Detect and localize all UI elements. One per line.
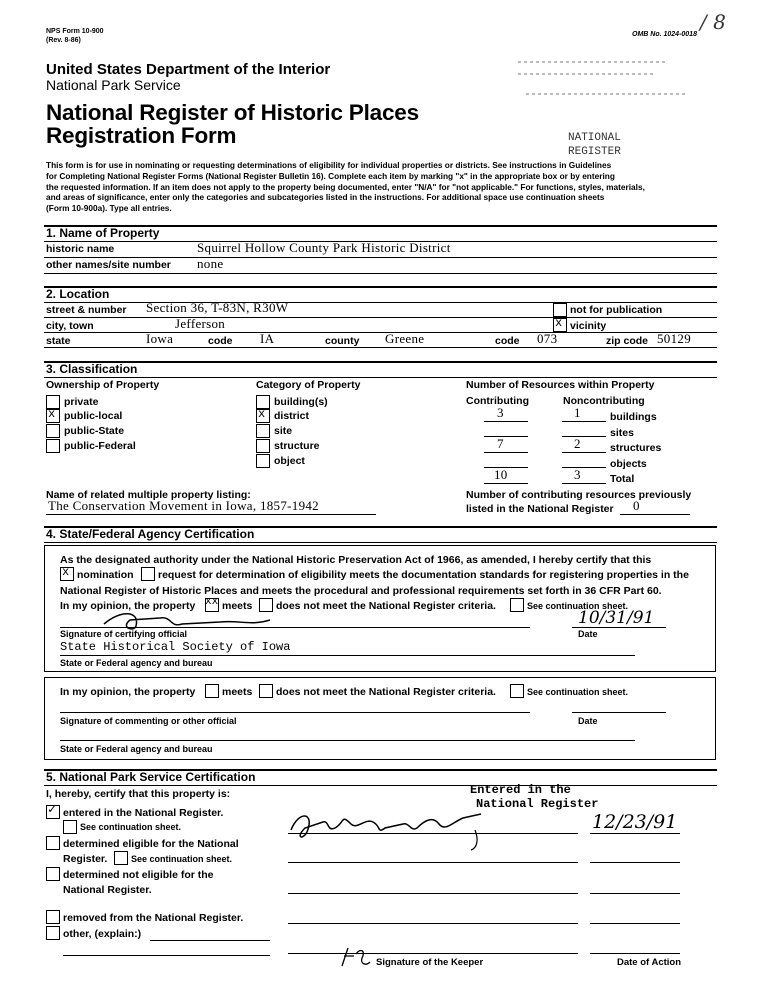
opinion2-meets-label: meets (222, 686, 253, 698)
not-for-publication-checkbox[interactable] (553, 303, 567, 317)
corner-handwritten-mark: / 8 (700, 10, 726, 34)
national-register-stamp-line1: NATIONAL (568, 132, 621, 144)
contributing-label: Contributing (466, 395, 529, 407)
other-label: other, (explain:) (63, 928, 142, 940)
rule (484, 436, 528, 437)
contrib-total[interactable]: 10 (494, 467, 508, 482)
sig-comment-label: Signature of commenting or other official (60, 716, 237, 726)
form-revision: (Rev. 8-86) (46, 37, 81, 44)
rule (150, 940, 270, 941)
ownership-public-local-checkbox[interactable]: x (46, 409, 60, 423)
omb-number: OMB No. 1024-0018 (632, 31, 697, 38)
service-name: National Park Service (46, 77, 181, 93)
state-code-value[interactable]: IA (260, 331, 275, 346)
date-of-action-label: Date of Action (617, 957, 682, 968)
rule (562, 436, 606, 437)
instructions-line: (Form 10-900a). Type all entries. (46, 203, 172, 214)
street-value[interactable]: Section 36, T-83N, R30W (146, 300, 289, 315)
other-checkbox[interactable] (46, 926, 60, 940)
rule (484, 421, 528, 422)
opinion2-prefix: In my opinion, the property (60, 686, 196, 698)
rule (44, 542, 717, 543)
county-label: county (325, 335, 360, 347)
category-district-checkbox[interactable]: x (256, 409, 270, 423)
removed-label: removed from the National Register. (63, 912, 244, 924)
zip-label: zip code (606, 335, 649, 347)
rule (590, 833, 680, 834)
entered-stamp-line1: Entered in the (470, 783, 571, 797)
rule (288, 893, 578, 894)
opinion2-does-not-meet-checkbox[interactable] (259, 684, 273, 698)
agency2-label: State or Federal agency and bureau (60, 744, 213, 754)
cert-nomination-label: nomination (77, 569, 134, 581)
noncontrib-total[interactable]: 3 (574, 467, 581, 482)
keeper-date[interactable]: 12/23/91 (592, 811, 678, 833)
see-continuation-checkbox[interactable] (510, 598, 524, 612)
rule (562, 483, 606, 484)
resources-heading: Number of Resources within Property (466, 379, 655, 391)
noncontrib-buildings[interactable]: 1 (574, 405, 581, 420)
rule (572, 712, 666, 713)
meets-label: meets (222, 600, 253, 612)
eligible-see-continuation-label: See continuation sheet. (131, 854, 233, 864)
ownership-public-federal-label: public-Federal (64, 440, 136, 452)
entered-label: entered in the National Register. (63, 807, 224, 819)
keeper-signature-label: Signature of the Keeper (376, 957, 484, 968)
category-object-checkbox[interactable] (256, 454, 270, 468)
rule (60, 627, 530, 628)
national-register-stamp-line2: REGISTER (568, 146, 621, 158)
section-divider (44, 361, 717, 363)
resource-buildings-label: buildings (610, 411, 657, 423)
state-value[interactable]: Iowa (146, 331, 174, 346)
form-number: NPS Form 10-900 (46, 28, 104, 35)
eligible-label2: Register. (63, 853, 108, 865)
category-site-label: site (274, 425, 293, 437)
opinion2-see-continuation-label: See continuation sheet. (527, 687, 629, 697)
noncontributing-label: Noncontributing (563, 395, 645, 407)
other-names-value[interactable]: none (197, 256, 224, 271)
received-stamp-graphic (516, 54, 696, 104)
section-divider (44, 286, 717, 288)
rule (590, 862, 680, 863)
ownership-public-local-label: public-local (64, 410, 123, 422)
multiple-listing-label: Name of related multiple property listing: (46, 489, 251, 501)
removed-checkbox[interactable] (46, 910, 60, 924)
rule (60, 712, 530, 713)
received-stamp (516, 54, 696, 104)
eligible-label1: determined eligible for the National (63, 838, 239, 850)
date2-label: Date (578, 716, 598, 726)
ownership-public-state-label: public-State (64, 425, 125, 437)
rule (288, 923, 578, 924)
not-for-publication-label: not for publication (570, 304, 663, 316)
noncontrib-structures[interactable]: 2 (574, 436, 581, 451)
zip-value[interactable]: 50129 (657, 331, 691, 346)
state-label: state (46, 335, 71, 347)
resource-structures-label: structures (610, 442, 662, 454)
cert-text-line3: National Register of Historic Places and meets the procedural and professional requirements set forth in 36 CFR Part 60. (60, 585, 662, 597)
opinion2-meets-checkbox[interactable] (205, 684, 219, 698)
rule (63, 955, 270, 956)
rule (590, 953, 680, 954)
historic-name-label: historic name (46, 243, 115, 255)
vicinity-label: vicinity (570, 320, 607, 332)
ownership-public-federal-checkbox[interactable] (46, 439, 60, 453)
historic-name-value[interactable]: Squirrel Hollow County Park Historic District (197, 240, 451, 255)
rule (288, 833, 578, 834)
category-district-label: district (274, 410, 310, 422)
multiple-listing-value[interactable]: The Conservation Movement in Iowa, 1857-1942 (48, 498, 319, 513)
nps-cert-intro: I, hereby, certify that this property is: (46, 788, 231, 800)
other-names-label: other names/site number (46, 259, 171, 271)
rule (590, 893, 680, 894)
resource-total-label: Total (610, 473, 635, 485)
rule (562, 467, 606, 468)
rule (288, 862, 578, 863)
rule (44, 317, 717, 318)
instructions-line: for Completing National Register Forms (National Register Bulletin 16). Complete each item by marking "x" in the appropriate box or by entering (46, 170, 615, 181)
does-not-meet-label: does not meet the National Register criteria. (276, 600, 496, 612)
city-value[interactable]: Jefferson (175, 316, 226, 331)
entered-stamp-line2: National Register (476, 797, 599, 811)
rule (562, 452, 606, 453)
not-eligible-label1: determined not eligible for the (63, 869, 214, 881)
form-title: National Register of Historic Places (46, 100, 419, 125)
meets-checkbox[interactable]: xx (205, 598, 219, 612)
category-object-label: object (274, 455, 305, 467)
instructions-block (46, 160, 645, 214)
rule (44, 332, 717, 333)
see-continuation-label: See continuation sheet. (527, 601, 629, 611)
prev-listed-label2: listed in the National Register (466, 503, 614, 515)
sig-official-label: Signature of certifying official (60, 629, 188, 639)
not-eligible-checkbox[interactable] (46, 867, 60, 881)
resource-sites-label: sites (610, 427, 634, 439)
entered-see-continuation-checkbox[interactable] (63, 820, 77, 834)
rule (288, 953, 578, 954)
eligible-checkbox[interactable] (46, 836, 60, 850)
category-structure-checkbox[interactable] (256, 439, 270, 453)
keeper-initials (338, 944, 372, 970)
cert-text-line1: As the designated authority under the National Historic Preservation Act of 1966, as amended, I hereby certify that this (60, 554, 652, 566)
ownership-heading: Ownership of Property (46, 379, 160, 391)
rule (44, 302, 717, 303)
ownership-public-state-checkbox[interactable] (46, 424, 60, 438)
rule (590, 923, 680, 924)
section5-heading: 5. National Park Service Certification (46, 770, 256, 784)
entered-checkbox[interactable]: ✓ (46, 805, 60, 819)
cert-opinion-prefix: In my opinion, the property (60, 600, 196, 612)
agency-value[interactable]: State Historical Society of Iowa (60, 640, 291, 654)
category-structure-label: structure (274, 440, 320, 452)
rule (60, 655, 635, 656)
department-name: United States Department of the Interior (46, 61, 331, 78)
contrib-buildings[interactable]: 3 (497, 405, 504, 420)
rule (60, 740, 635, 741)
instructions-line: This form is for use in nominating or requesting determinations of eligibility for individual properties or districts. See instructions in Guidelines (46, 160, 612, 170)
ownership-private-label: private (64, 396, 99, 408)
opinion2-see-continuation-checkbox[interactable] (510, 684, 524, 698)
rule (44, 257, 717, 258)
category-heading: Category of Property (256, 379, 361, 391)
not-eligible-label2: National Register. (63, 884, 152, 896)
vicinity-checkbox[interactable]: x (553, 318, 567, 332)
rule (44, 785, 717, 786)
rule (46, 514, 376, 515)
instructions-line: and areas of significance, enter only the categories and subcategories listed in the instructions. For additional space use continuation sheets (46, 192, 605, 203)
rule (620, 514, 690, 515)
county-value[interactable]: Greene (385, 331, 425, 346)
section2-heading: 2. Location (46, 287, 110, 301)
street-label: street & number (46, 304, 127, 316)
rule (44, 347, 717, 348)
section3-heading: 3. Classification (46, 362, 138, 376)
category-buildings-label: building(s) (274, 396, 328, 408)
entered-see-continuation-label: See continuation sheet. (80, 822, 182, 832)
county-code-value[interactable]: 073 (537, 331, 558, 346)
contrib-structures[interactable]: 7 (497, 436, 504, 451)
keeper-signature (285, 800, 515, 852)
request-determination-checkbox[interactable] (141, 567, 155, 581)
prev-listed-value[interactable]: 0 (633, 498, 640, 513)
agency-label: State or Federal agency and bureau (60, 658, 213, 668)
rule (562, 421, 606, 422)
city-label: city, town (46, 320, 94, 332)
rule (44, 273, 717, 274)
cert-date-label: Date (578, 629, 598, 639)
rule (484, 483, 528, 484)
instructions-line: the requested information. If an item does not apply to the property being documented, enter "N/A" for "not applicable." For functions, styles, materials, (46, 181, 645, 192)
resource-objects-label: objects (610, 458, 647, 470)
rule (484, 452, 528, 453)
eligible-see-continuation-checkbox[interactable] (114, 851, 128, 865)
section1-heading: 1. Name of Property (46, 226, 160, 240)
opinion2-does-not-meet-label: does not meet the National Register criteria. (276, 686, 496, 698)
state-code-label: code (208, 335, 233, 347)
rule (44, 377, 717, 378)
nomination-checkbox[interactable]: x (60, 567, 74, 581)
cert-text-line2: request for determination of eligibility meets the documentation standards for registering properties in the (158, 569, 689, 581)
form-subtitle: Registration Form (46, 123, 237, 148)
category-site-checkbox[interactable] (256, 424, 270, 438)
rule (572, 627, 666, 628)
county-code-label: code (495, 335, 520, 347)
prev-listed-label1: Number of contributing resources previously (466, 489, 692, 501)
cert-date-value[interactable]: 10/31/91 (578, 608, 655, 628)
section4-heading: 4. State/Federal Agency Certification (46, 527, 255, 541)
